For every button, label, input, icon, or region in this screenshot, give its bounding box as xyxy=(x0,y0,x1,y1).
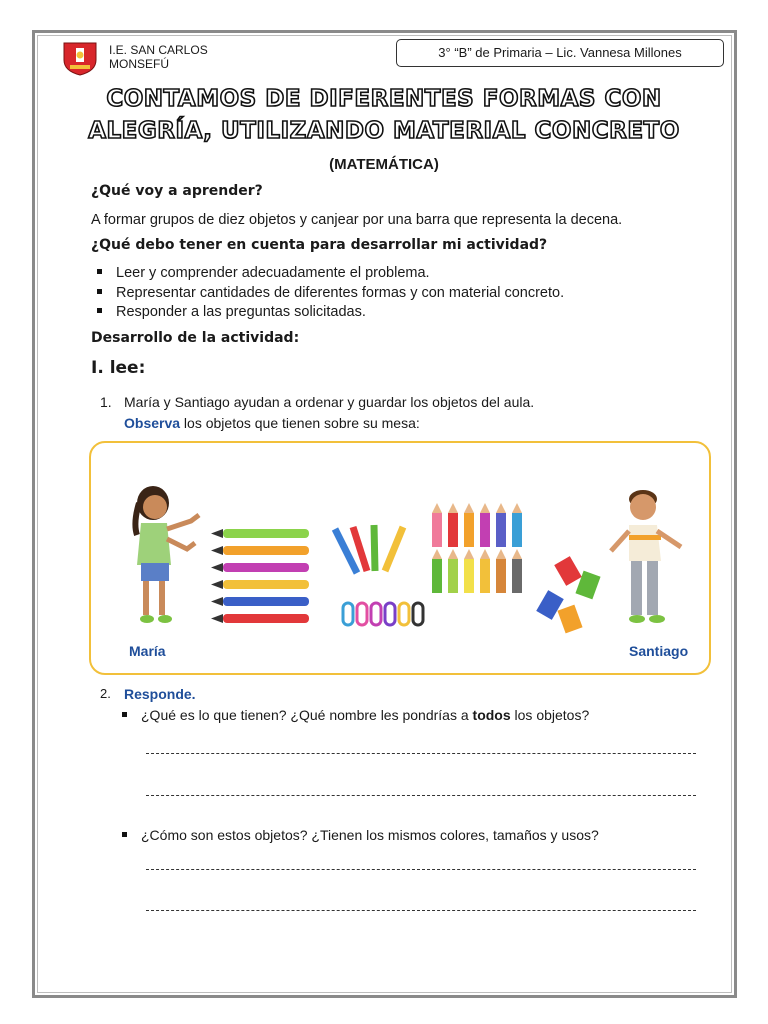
answer-line-3[interactable] xyxy=(146,869,696,870)
item-1-number: 1. xyxy=(100,394,112,410)
question-1-part-a: ¿Qué es lo que tienen? ¿Qué nombre les pondrías a xyxy=(141,707,473,723)
learn-heading: ¿Qué voy a aprender? xyxy=(91,183,263,199)
learn-text: A formar grupos de diez objetos y canjear por una barra que representa la decena. xyxy=(91,212,623,228)
observe-rest: los objetos que tienen sobre su mesa: xyxy=(180,415,420,431)
illustration-svg xyxy=(91,443,709,673)
read-heading: I. lee: xyxy=(91,358,146,378)
paper-clips-icon xyxy=(343,603,423,625)
objects-illustration xyxy=(89,441,711,675)
sharpeners-icon xyxy=(536,556,600,633)
list-item xyxy=(97,265,430,281)
list-item xyxy=(97,285,564,301)
list-item-text: Representar cantidades de diferentes formas y con material concreto. xyxy=(116,285,565,301)
item-2-number: 2. xyxy=(100,686,111,701)
answer-line-2[interactable] xyxy=(146,795,696,796)
question-1 xyxy=(122,707,589,723)
respond-label-text: Responde. xyxy=(124,686,196,702)
colored-pencils-icon xyxy=(432,503,522,593)
question-2 xyxy=(122,827,599,843)
question-1-emphasis: todos xyxy=(472,707,511,723)
list-item-text: Responder a las preguntas solicitadas. xyxy=(116,304,366,320)
item-1-text: María y Santiago ayudan a ordenar y guardar los objetos del aula. xyxy=(124,394,535,410)
subject-label: (MATEMÁTICA) xyxy=(329,156,439,173)
santiago-figure-icon xyxy=(611,490,681,623)
pencils-icon xyxy=(335,525,403,573)
maria-figure-icon xyxy=(135,486,199,623)
question-1-part-c: los objetos? xyxy=(510,707,590,723)
santiago-label: Santiago xyxy=(629,643,689,659)
answer-line-1[interactable] xyxy=(146,753,696,754)
observe-word: Observa xyxy=(124,415,181,431)
list-item xyxy=(97,304,366,320)
answer-line-4[interactable] xyxy=(146,910,696,911)
markers-icon xyxy=(211,529,309,623)
respond-label xyxy=(124,686,196,702)
school-name xyxy=(109,43,208,71)
considerations-heading: ¿Qué debo tener en cuenta para desarrollar mi actividad? xyxy=(91,237,548,253)
school-line-2: MONSEFÚ xyxy=(109,57,169,71)
title-line-2: ALEGRÍA, UTILIZANDO MATERIAL CONCRETO xyxy=(88,118,680,144)
maria-label: María xyxy=(129,643,166,659)
title-line-1: CONTAMOS DE DIFERENTES FORMAS CON xyxy=(106,86,662,112)
question-2-text: ¿Cómo son estos objetos? ¿Tienen los mismos colores, tamaños y usos? xyxy=(141,827,599,843)
school-line-1: I.E. SAN CARLOS xyxy=(109,43,208,57)
grade-teacher-box: 3° “B” de Primaria – Lic. Vannesa Millones xyxy=(396,39,724,67)
school-crest-icon xyxy=(62,40,98,76)
observe-line xyxy=(124,415,420,431)
list-item-text: Leer y comprender adecuadamente el problema. xyxy=(116,265,430,281)
development-heading: Desarrollo de la actividad: xyxy=(91,330,300,346)
